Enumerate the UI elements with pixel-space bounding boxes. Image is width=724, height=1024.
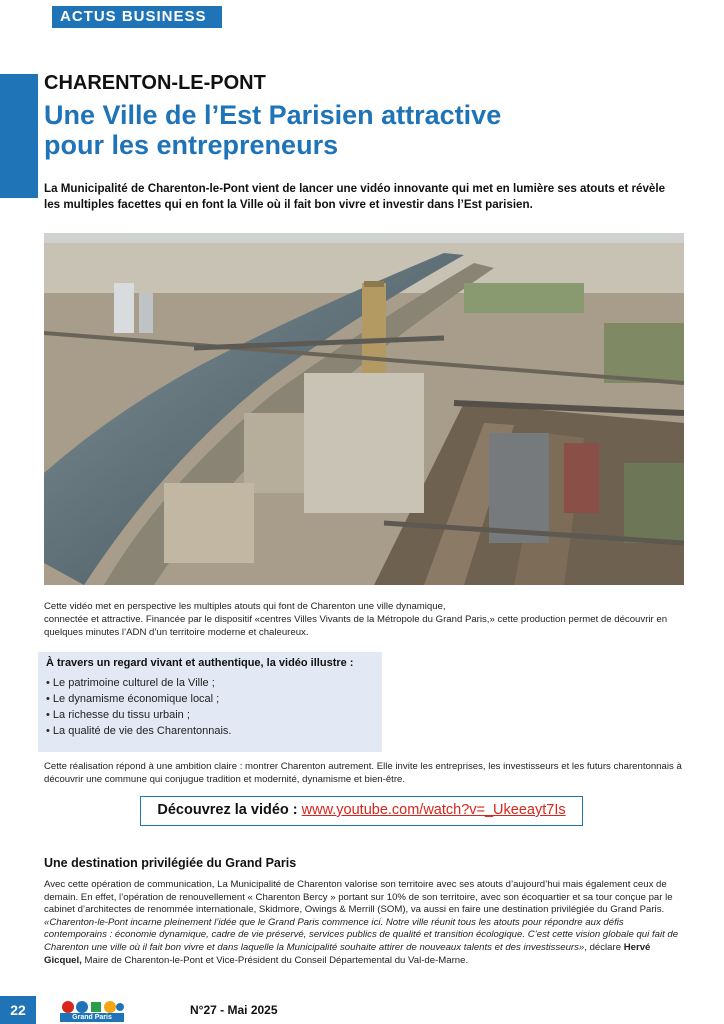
section-2-quote-paragraph xyxy=(44,917,684,967)
highlight-box-title: À travers un regard vivant et authentique, la vidéo illustre : xyxy=(46,657,354,669)
lead-paragraph: La Municipalité de Charenton-le-Pont vient de lancer une vidéo innovante qui met en lumière ses atouts et révèle les multiples facettes qui en font la Ville où il fait bon vivre et investir dans l’Est parisien. xyxy=(44,182,666,211)
list-item: • Le patrimoine culturel de la Ville ; xyxy=(46,675,374,691)
section-2-body xyxy=(44,879,684,967)
section-2-paragraph: Avec cette opération de communication, La Municipalité de Charenton valorise son territoire avec ses atouts d’aujourd’hui mais également ceux de demain. En effet, l’opération de renouvellement « Charenton Bercy » portant sur 10% de son territoire, avec son écoquartier et sa tour conçue par le cabinet d’architectes de renommée internationale, Skidmore, Owings & Merrill (SOM), va aussi en faire une destination privilégiée du Grand Paris. xyxy=(44,879,673,916)
attribution-pre: , déclare xyxy=(584,941,624,953)
headline xyxy=(44,100,664,160)
video-label: Découvrez la vidéo : xyxy=(157,802,302,818)
page-number: 22 xyxy=(0,996,36,1024)
caption-line-1: Cette vidéo met en perspective les multiples atouts qui font de Charenton une ville dynamique, xyxy=(44,601,446,612)
attribution-name: Hervé Gicquel, xyxy=(44,941,651,966)
list-item: • La qualité de vie des Charentonnais. xyxy=(46,723,374,739)
headline-line-1: Une Ville de l’Est Parisien attractive xyxy=(44,100,502,130)
video-url-link[interactable]: www.youtube.com/watch?v=_Ukeeayt7Is xyxy=(301,802,566,818)
photo-caption xyxy=(44,600,684,639)
section-2-title: Une destination privilégiée du Grand Paris xyxy=(44,856,297,870)
kicker: CHARENTON-LE-PONT xyxy=(44,72,266,94)
logo-mark xyxy=(60,999,124,1014)
issue-number: N°27 - Mai 2025 xyxy=(190,1003,278,1017)
video-callout xyxy=(140,796,583,826)
list-item: • Le dynamisme économique local ; xyxy=(46,691,374,707)
accent-bar xyxy=(0,74,38,198)
headline-line-2: pour les entrepreneurs xyxy=(44,130,339,160)
highlight-list xyxy=(46,675,374,739)
section-tag: ACTUS BUSINESS xyxy=(52,6,222,28)
attribution-post: Maire de Charenton-le-Pont et Vice-Président du Conseil Départemental du Val-de-Marne. xyxy=(81,954,469,966)
aerial-photo xyxy=(44,233,684,585)
quote: «Charenton-le-Pont incarne pleinement l’idée que le Grand Paris commence ici. Notre ville réunit tous les atouts pour répondre aux défis contemporains : économie dynamique, cadre de vie préservé, services publics de qualité et transition écologique. C’est cette vision globale qui fait de Charenton une ville où il fait bon vivre et dans laquelle la Municipalité souhaite attirer de nouveaux talents et des investisseurs» xyxy=(44,916,679,953)
caption-line-2: connectée et attractive. Financée par le dispositif «centres Villes Vivants de la Métropole du Grand Paris,» cette production permet de découvrir en quelques minutes l’ADN d’un territoire moderne et chaleureux. xyxy=(44,614,668,638)
magazine-logo xyxy=(60,999,124,1023)
highlight-box xyxy=(38,652,382,752)
paragraph-ambition: Cette réalisation répond à une ambition claire : montrer Charenton autrement. Elle invite les entreprises, les investisseurs et les futurs charentonnais à découvrir une commune qui conjugue tradition et modernité, dynamisme et bien-être. xyxy=(44,761,682,785)
list-item: • La richesse du tissu urbain ; xyxy=(46,707,374,723)
logo-subtitle: Grand Paris xyxy=(60,1013,124,1022)
